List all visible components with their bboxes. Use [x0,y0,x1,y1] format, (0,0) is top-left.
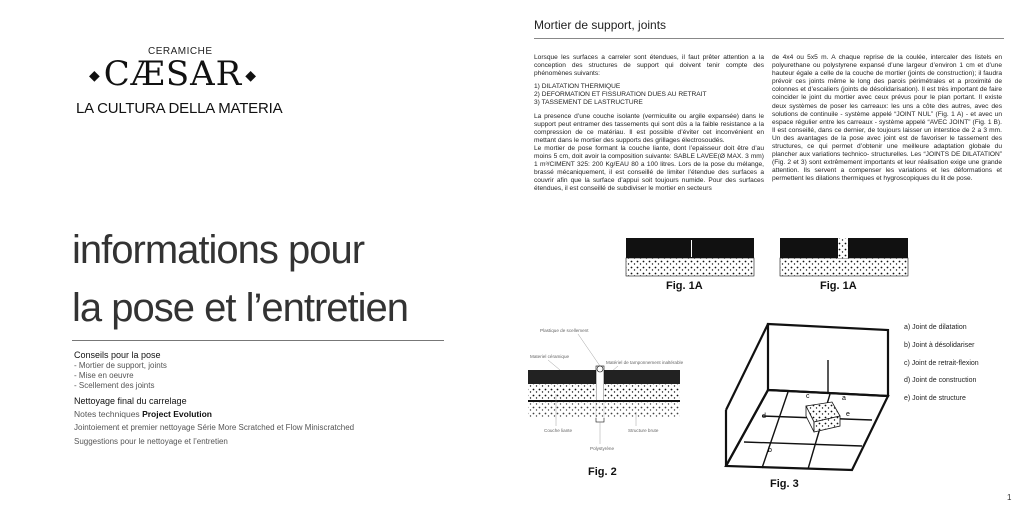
paragraph: Lorsque les surfaces a carreler sont étendues, il faut prêter attention a la conception des structures de support qui doivent tenir compte des phénomènes suivants: [534,54,764,78]
legend-item: c) Joint de retrait-flexion [904,360,979,367]
logo-tagline: LA CULTURA DELLA MATERIA [76,100,283,117]
figure-caption: Fig. 3 [770,478,799,490]
logo-subtitle: CERAMICHE [148,46,213,57]
legend-item: b) Joint à désolidariser [904,342,975,349]
toc-notes-product: Project Evolution [142,409,212,419]
fig3-letter-d: d [762,413,766,420]
toc-item-mise-en-oeuvre[interactable]: - Mise en oeuvre [74,371,134,380]
toc-section-laying[interactable]: Conseils pour la pose [74,350,161,360]
label-polystyrene: Polystyrène [590,446,615,451]
fig3-letter-e: e [846,411,850,418]
figure-caption: Fig. 1A [666,280,703,292]
paragraph: de 4x4 ou 5x5 m. A chaque reprise de la coulée, intercaler des listels en polyurethane ou polystyrene expansé d’une largeur d’environ 1 cm et d’une hauteur égale a celle de la couche de mortier (joints de construction); il faudra prévoir ces joints même le long des parois périmétrales et a proximité de colonnes et d’escaliers (joints de désolidarisation). Il est très important de faire coincider le joint du mortier avec ceux prévus pour le plan portant. Il existe deux systèmes de poser les carreaux: les uns a côte des autres, avec des solutions de continuile - système appelé “JOINT NUL” (Fig. 1 A) - et avec un espace régulier entre les carreaux - système appelé “AVEC JOINT” (Fig. 1 B). Il est conseillé, dans ce dernier, de toujours laisser un interstice de 2 a 3 mm. Un des avantages de la pose avec joint est de favoriser le tassement des structures, ce qui permet d’obtenir une meilleure adaptation globale du plancher aux variations technico- structurelles. Les “JOINTS DE DILATATION” (Fig. 2 et 3) sont extrêmement importants et leur réalisation exige une grande attention. Ils servent a compenser les variations et les déformations et permettent les dilations thermiques et hygroscopiques du lit de pose. [772,54,1002,183]
label-materiel: Materiel céramique [530,354,570,359]
list-item: 1) DILATATION THERMIQUE [534,83,621,91]
paragraph: Le mortier de pose formant la couche liante, dont l’epaisseur doit être d’au moins 5 cm, doit avoir la composition suivante: SABLE LAVEE(Ø MAX. 3 mm) 1 m³/CIMENT 325: 200 Kg/EAU 80 a 100 litres. Lors de la pose du mélange, brassé mécaniquement, il est conseillé de limiter l’étendue des surfaces a couvrir afin que la surface d’appui soit toujours numide. Pour des surfaces étendues, il est conseillé de subdiviser le mortier en secteurs [534,144,764,193]
figure-1b-avec-joint [778,236,910,280]
toc-section-cleaning[interactable]: Nettoyage final du carrelage [74,396,187,406]
toc-technical-notes[interactable] [74,409,212,419]
legend-item: a) Joint de dilatation [904,324,967,331]
divider [72,340,444,341]
toc-notes-prefix: Notes techniques [74,409,140,419]
fig3-letter-c: c [806,393,810,400]
logo-text: CÆSAR [103,54,243,94]
toc-item-mortier[interactable]: - Mortier de support, joints [74,361,167,370]
text-column-1 [534,54,764,194]
legend-item: d) Joint de construction [904,377,977,384]
paragraph: La presence d’une couche isolante (vermiculite ou argile expansée) dans le support peut entramer des tassements qui sont dûs a la faible resistance a la compression de ce matériau. Il est possible d’éviter cet inconvénient en mettant dans le mortier des supports des grillages électrosoudés. [534,112,764,144]
label-couche: Couche liante [544,428,573,433]
toc-item-suggestions[interactable]: Suggestions pour le nettoyage et l’entretien [74,437,228,446]
label-structure: Structure brute [628,428,659,433]
fig3-letter-a: a [842,395,846,402]
diamond-icon: ◆ [89,68,101,84]
logo-wordmark [86,54,260,94]
page-title-line-2: la pose et l’entretien [72,286,409,330]
figure-1a-joint-nul [624,236,756,280]
list-item: 2) DEFORMATION ET FISSURATION DUES AU RETRAIT [534,91,707,99]
list-item: 3) TASSEMENT DE LASTRUCTURE [534,99,643,107]
figure-2-cross-section [526,322,684,458]
page-title-line-1: informations pour [72,228,365,272]
text-column-2 [772,54,1002,189]
label-materiel-tamponnement: Matériel de tamponnement inaltérable [606,360,684,365]
figure-caption: Fig. 1A [820,280,857,292]
fig3-letter-b: b [768,447,772,454]
page-number: 1 [1007,493,1012,502]
legend-item: e) Joint de structure [904,395,966,402]
label-plastique: Plastique de scellement [540,328,589,333]
divider [534,38,1004,39]
toc-item-scellement[interactable]: - Scellement des joints [74,381,155,390]
diamond-icon: ◆ [245,68,258,84]
toc-item-jointoiement[interactable]: Jointoiement et premier nettoyage Série More Scratched et Flow Miniscratched [74,423,355,432]
section-heading: Mortier de support, joints [534,18,667,32]
figure-caption: Fig. 2 [588,466,617,478]
figure-3-perspective [722,320,896,476]
